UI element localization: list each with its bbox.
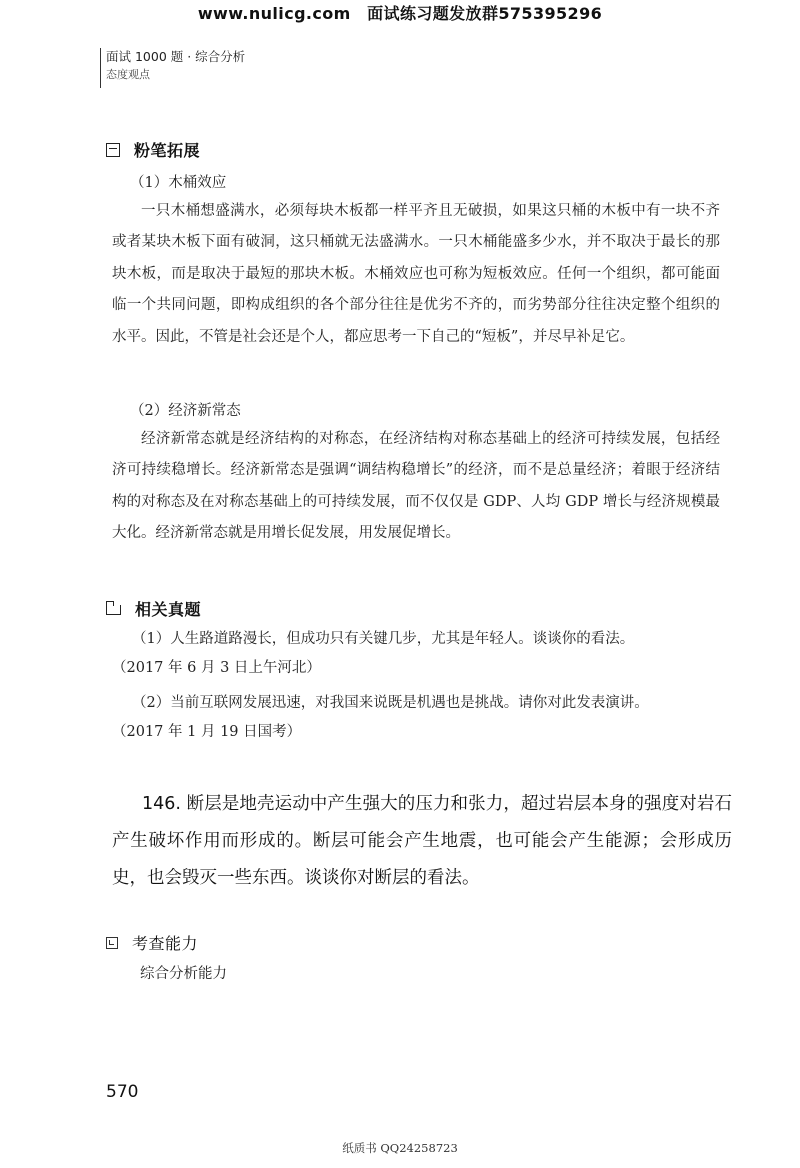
related-item-2 [112,689,722,747]
ability-text: 综合分析能力 [140,966,227,982]
extension-item-1-heading: （1）木桶效应 [130,175,227,191]
book-title: 面试 1000 题 · 综合分析 [106,49,246,64]
box-icon [106,937,118,949]
extension-title: 粉笔拓展 [134,141,201,160]
related-title: 相关真题 [135,600,202,619]
footer: 纸质书 QQ24258723 [342,1141,458,1155]
related-item-1-date: （2017 年 6 月 3 日上午河北） [112,660,321,676]
ability-heading [106,931,198,954]
stack-icon [106,143,120,157]
extension-item-2-heading: （2）经济新常态 [130,403,241,419]
related-heading [106,597,201,620]
extension-heading [106,138,200,161]
extension-item-2-body: 经济新常态就是经济结构的对称态，在经济结构对称态基础上的经济可持续发展，包括经济可持续稳增长。经济新常态是强调“调结构稳增长”的经济，而不是总量经济；着眼于经济结构的对称态及在对称态基础上的可持续发展，而不仅仅是 GDP、人均 GDP 增长与经济规模最大化。经济新常态就是用增长促发展，用发展促增长。 [112,431,720,542]
running-head [100,48,245,88]
watermark: www.nulicg.com 面试练习题发放群575395296 [197,4,603,23]
question-146: 146. 断层是地壳运动中产生强大的压力和张力，超过岩层本身的强度对岩石产生破坏作用而形成的。断层可能会产生地震，也可能会产生能源；会形成历史，也会毁灭一些东西。谈谈你对断层的看法。 [112,794,732,888]
related-item-2-date: （2017 年 1 月 19 日国考） [112,724,302,740]
ability-title: 考查能力 [132,934,199,953]
related-item-2-text: （2）当前互联网发展迅速，对我国来说既是机遇也是挑战。请你对此发表演讲。 [132,695,649,711]
folder-icon [106,605,121,615]
related-item-1-text: （1）人生路道路漫长，但成功只有关键几步，尤其是年轻人。谈谈你的看法。 [132,631,635,647]
chapter-title: 态度观点 [106,68,150,81]
related-item-1 [112,625,722,683]
page-number: 570 [106,1082,139,1102]
extension-item-1-body: 一只木桶想盛满水，必须每块木板都一样平齐且无破损，如果这只桶的木板中有一块不齐或者某块木板下面有破洞，这只桶就无法盛满水。一只木桶能盛多少水，并不取决于最长的那块木板，而是取决于最短的那块木板。木桶效应也可称为短板效应。任何一个组织，都可能面临一个共同问题，即构成组织的各个部分往往是优劣不齐的，而劣势部分往往决定整个组织的水平。因此，不管是社会还是个人，都应思考一下自己的“短板”，并尽早补足它。 [112,203,720,345]
